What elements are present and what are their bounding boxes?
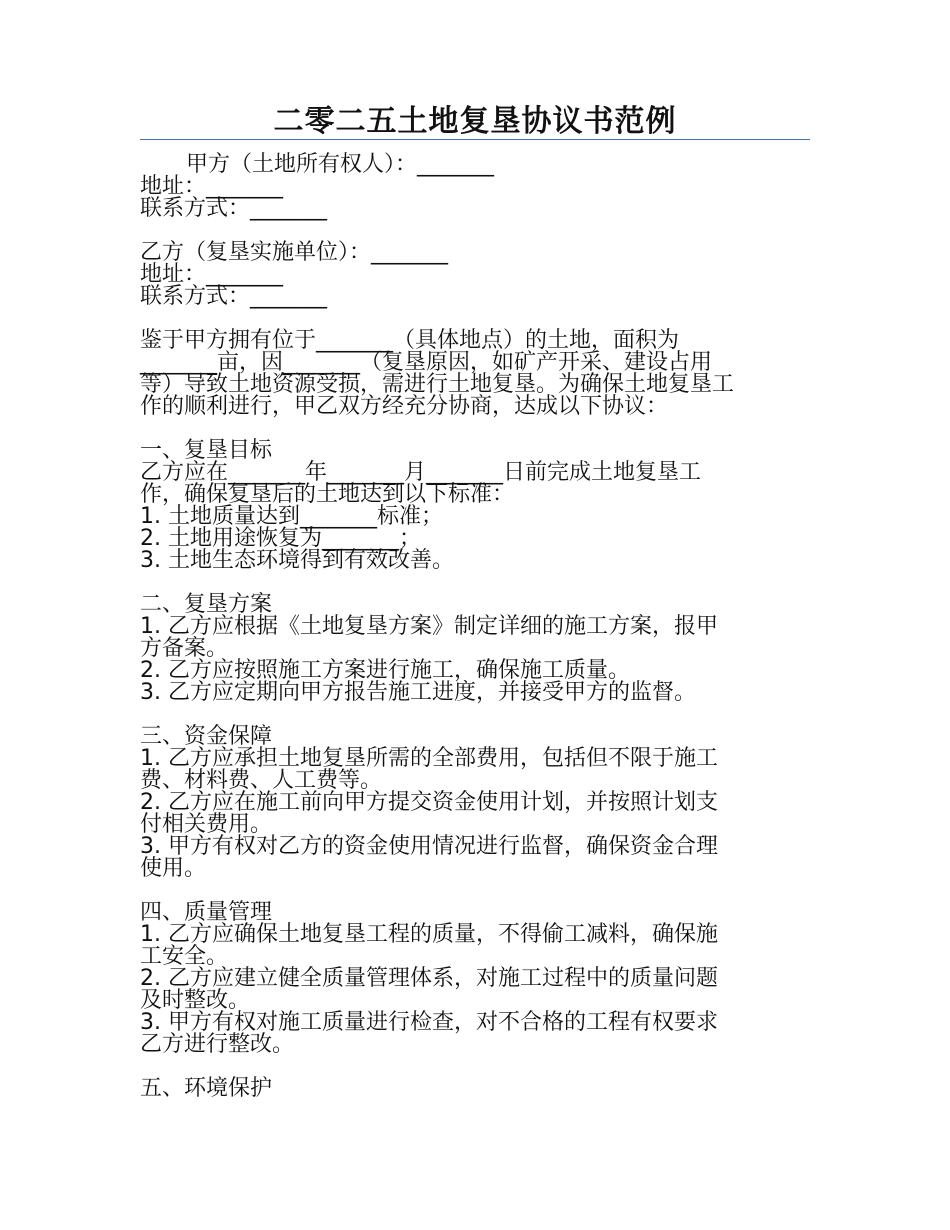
- party-a-contact: 联系方式：_______: [140, 196, 328, 221]
- section-heading: 四、质量管理: [140, 900, 273, 925]
- section-heading: 五、环境保护: [140, 1076, 273, 1101]
- section-line: 3. 甲方有权对施工质量进行检查，对不合格的工程有权要求: [140, 1010, 718, 1035]
- section-heading: 一、复垦目标: [140, 438, 273, 463]
- section-line: 3. 土地生态环境得到有效改善。: [140, 548, 454, 573]
- party-b-name: 乙方（复垦实施单位）：_______: [140, 240, 449, 265]
- section-line: 乙方进行整改。: [140, 1032, 295, 1057]
- section-line: 3. 甲方有权对乙方的资金使用情况进行监督，确保资金合理: [140, 834, 718, 859]
- section-line: 2. 土地用途恢复为_______；: [140, 526, 421, 551]
- section-line: 2. 乙方应在施工前向甲方提交资金使用计划，并按照计划支: [140, 790, 718, 815]
- section-line: 2. 乙方应建立健全质量管理体系，对施工过程中的质量问题: [140, 966, 718, 991]
- section-line: 付相关费用。: [140, 812, 273, 837]
- section-line: 费、材料费、人工费等。: [140, 768, 383, 793]
- party-b-address: 地址：_______: [140, 262, 284, 287]
- section-heading: 三、资金保障: [140, 724, 273, 749]
- party-a-name: 甲方（土地所有权人）：_______: [186, 152, 495, 177]
- preamble-line: 作的顺利进行，甲乙双方经充分协商，达成以下协议：: [140, 394, 669, 419]
- section-line: 作，确保复垦后的土地达到以下标准：: [140, 482, 515, 507]
- party-a-address: 地址：_______: [140, 174, 284, 199]
- section-line: 及时整改。: [140, 988, 251, 1013]
- preamble-line: 鉴于甲方拥有位于_______（具体地点）的土地，面积为: [140, 328, 680, 353]
- document-title: 二零二五土地复垦协议书范例: [273, 104, 677, 139]
- section-line: 1. 乙方应确保土地复垦工程的质量，不得偷工减料，确保施: [140, 922, 718, 947]
- preamble-line: _______亩，因_______（复垦原因，如矿产开采、建设占用: [140, 350, 713, 375]
- preamble-line: 等）导致土地资源受损，需进行土地复垦。为确保土地复垦工: [140, 372, 735, 397]
- section-line: 工安全。: [140, 944, 229, 969]
- section-line: 方备案。: [140, 636, 229, 661]
- section-line: 2. 乙方应按照施工方案进行施工，确保施工质量。: [140, 658, 630, 683]
- party-b-contact: 联系方式：_______: [140, 284, 328, 309]
- section-line: 使用。: [140, 856, 207, 881]
- section-line: 3. 乙方应定期向甲方报告施工进度，并接受甲方的监督。: [140, 680, 696, 705]
- section-line: 1. 土地质量达到_______标准；: [140, 504, 443, 529]
- section-line: 乙方应在_______年_______月_______日前完成土地复垦工: [140, 460, 702, 485]
- section-line: 1. 乙方应承担土地复垦所需的全部费用，包括但不限于施工: [140, 746, 718, 771]
- section-heading: 二、复垦方案: [140, 592, 273, 617]
- document-body: [140, 154, 810, 1100]
- section-line: 1. 乙方应根据《土地复垦方案》制定详细的施工方案，报甲: [140, 614, 718, 639]
- title-underline: [140, 139, 810, 140]
